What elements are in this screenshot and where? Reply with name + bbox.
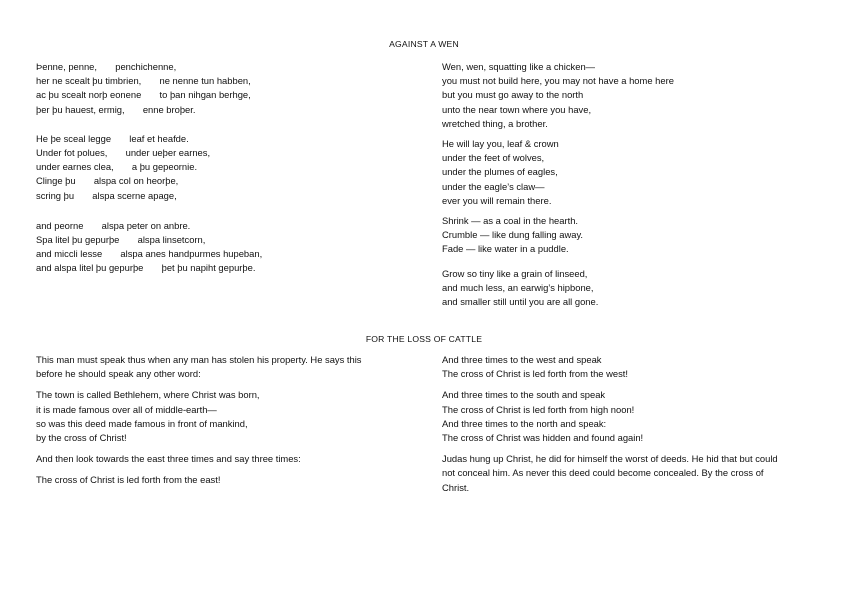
text-line: not conceal him. As never this deed could become concealed. By the cross of [442,467,764,479]
stanza [442,388,822,445]
stanza [36,219,416,276]
text-line: and alspa litel þu gepurþe þet þu napiht gepurþe. [36,262,256,274]
section-title-against-a-wen: AGAINST A WEN [389,39,459,49]
text-line: and miccli lesse alspa anes handpurmes hupeban, [36,248,263,260]
text-line: Shrink — as a coal in the hearth. [442,215,579,227]
text-line: This man must speak thus when any man has stolen his property. He says this [36,354,362,365]
text-line: He þe sceal legge leaf et heafde. [36,132,189,144]
section-title-for-the-loss-of-cattle: FOR THE LOSS OF CATTLE [365,334,483,344]
text-line: Wen, wen, squatting like a chicken— [442,61,596,72]
text-line: scring þu alspa scerne apage, [36,189,177,201]
text-line: by the cross of Christ! [36,432,127,444]
text-line: under the eagle’s claw— [442,180,545,192]
text-line: Grow so tiny like a grain of linseed, [442,267,588,279]
text-line: under the plumes of eagles, [442,166,558,178]
text-line: ever you will remain there. [442,194,552,206]
text-line: you must not build here, you may not have a home here [442,75,674,87]
stanza [442,452,822,495]
stanza [442,267,822,310]
stanza [442,137,822,208]
text-line: Fade — like water in a puddle. [442,243,569,255]
text-line: Crumble — like dung falling away. [442,229,584,241]
stanza [36,60,416,117]
text-line: The cross of Christ is led forth from high noon! [442,403,635,415]
text-line: unto the near town where you have, [442,103,592,115]
stanza [36,132,416,203]
text-line: Under fot polues, under ueþer earnes, [36,147,211,159]
cattle-right-column [442,353,822,495]
text-line: and much less, an earwig’s hipbone, [442,281,594,293]
text-line: The cross of Christ is led forth from the east! [36,474,221,486]
text-line: so was this deed made famous in front of mankind, [36,417,248,429]
stanza [36,452,416,466]
stanza [36,353,416,381]
text-line: The cross of Christ was hidden and found again! [442,432,644,444]
text-line: but you must go away to the north [442,89,584,101]
stanza [442,353,822,381]
stanza [36,388,416,445]
text-line: ac þu scealt norþ eonene to þan nihgan berhge, [36,89,251,101]
stanza [36,473,416,487]
text-line: And three times to the south and speak [442,389,606,401]
cattle-left-column [36,353,416,488]
text-line: and peorne alspa peter on anbre. [36,219,191,231]
text-line: wretched thing, a brother. [442,117,548,129]
stanza [442,214,822,257]
old-english-column [36,60,416,276]
text-line: He will lay you, leaf & crown [442,138,559,150]
text-line: Þenne, penne, penchichenne, [36,61,177,72]
text-line: And three times to the west and speak [442,354,602,365]
text-line: The cross of Christ is led forth from the west! [442,368,628,380]
text-line: under earnes clea, a þu gepeornie. [36,161,198,173]
text-line: before he should speak any other word: [36,368,201,380]
text-line: Clinge þu alspa col on heorþe, [36,175,179,187]
text-line: and smaller still until you are all gone. [442,296,599,308]
text-line: Spa litel þu gepurþe alspa linsetcorn, [36,234,206,246]
modern-english-column [442,60,822,309]
text-line: Christ. [442,481,470,493]
text-line: her ne scealt þu timbrien, ne nenne tun habben, [36,75,251,87]
text-line: Judas hung up Christ, he did for himself the worst of deeds. He hid that but could [442,453,778,465]
text-line: þer þu hauest, ermig, enne broþer. [36,103,196,115]
text-line: And three times to the north and speak: [442,417,607,429]
text-line: under the feet of wolves, [442,152,545,164]
text-line: it is made famous over all of middle-earth— [36,403,217,415]
text-line: And then look towards the east three times and say three times: [36,453,301,465]
text-line: The town is called Bethlehem, where Christ was born, [36,389,260,401]
stanza [442,60,822,131]
